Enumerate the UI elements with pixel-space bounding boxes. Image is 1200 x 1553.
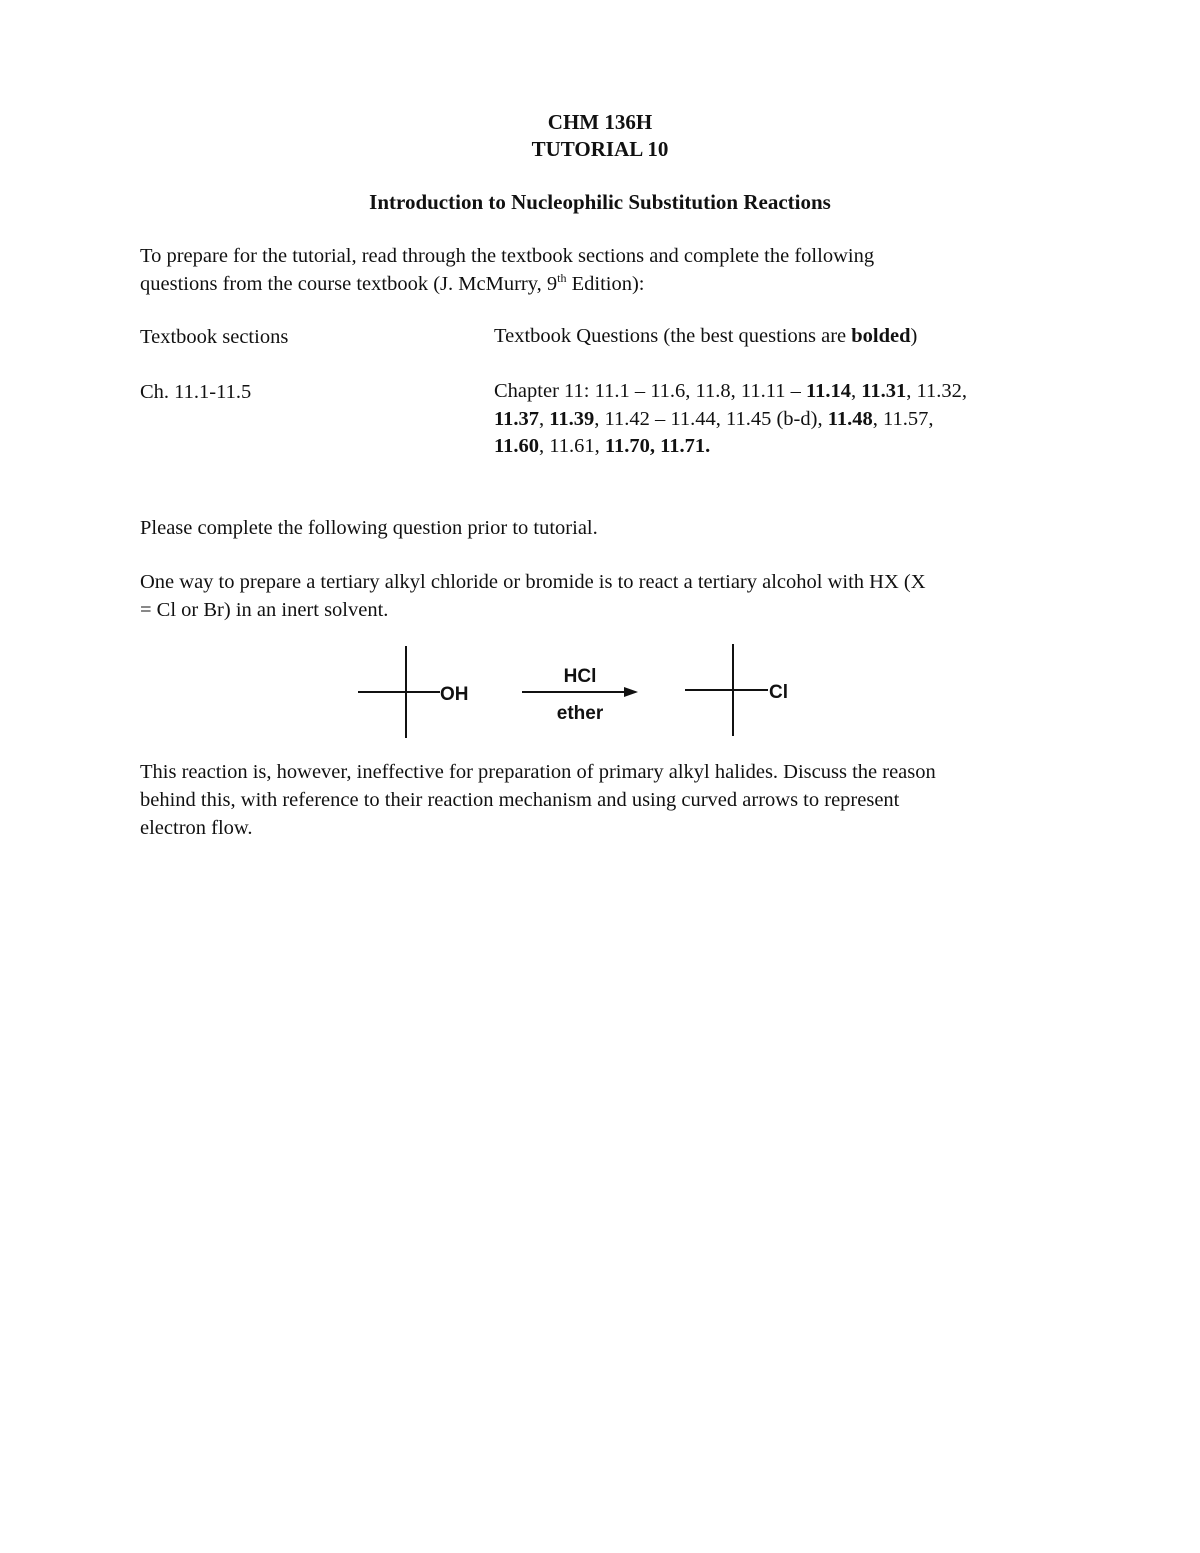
intro-line-1: To prepare for the tutorial, read through the textbook sections and complete the following [140,245,875,267]
intro-line-2 [140,270,1070,298]
question-bold: 11.14 [806,380,852,402]
question-bold: 11.48 [827,407,873,430]
questions-header-end: ) [910,325,918,347]
questions-list [494,378,1074,461]
course-code: CHM 136H [547,110,653,134]
question-bold: 11.31 [861,380,907,402]
question-line-2: = Cl or Br) in an inert solvent. [140,599,389,621]
sections-value: Ch. 11.1-11.5 [140,381,252,403]
question-bold: 11.37 [494,407,539,430]
sections-header: Textbook sections [140,326,289,348]
reaction-diagram [340,636,820,746]
question-separator: , [539,407,550,430]
question-line-1: One way to prepare a tertiary alkyl chloride or bromide is to react a tertiary alcohol with HX (X [140,571,926,593]
reaction-arrow-head [624,687,638,697]
intro-paragraph [140,242,1070,298]
question-range: , 11.57, [872,407,934,430]
product-cl-label: Cl [769,682,788,703]
question-range: , 11.61, [539,435,605,457]
question-bold: 11.39 [549,407,595,430]
question-range: Chapter 11: 11.1 – 11.6, 11.8, 11.11 – [494,380,807,402]
pre-tutorial-prompt: Please complete the following question prior to tutorial. [140,517,598,539]
question-bold: 11.60 [494,435,539,457]
question-range: , 11.32, [906,380,968,402]
question-paragraph [140,568,1070,624]
questions-header-bold: bolded [851,325,911,347]
questions-header [494,323,1074,351]
discussion-line-3: electron flow. [140,817,253,839]
edition-superscript: th [557,271,567,285]
question-bold: 11.70, 11.71. [604,435,711,457]
reagent-label: HCl [563,666,597,687]
reactant-oh-label: OH [440,684,469,705]
question-range: , 11.42 – 11.44, 11.45 (b-d), [594,407,828,430]
discussion-line-2: behind this, with reference to their reaction mechanism and using curved arrows to represent [140,789,900,811]
discussion-paragraph [140,758,1070,842]
discussion-line-1: This reaction is, however, ineffective for preparation of primary alkyl halides. Discuss the reason [140,761,936,783]
solvent-label: ether [556,703,604,724]
reaction-scheme [340,636,820,746]
question-separator: , [851,380,862,402]
tutorial-topic: Introduction to Nucleophilic Substitution Reactions [369,190,831,214]
intro-line-2-end: Edition): [566,273,645,295]
questions-header-text: Textbook Questions (the best questions are [494,325,852,347]
intro-line-2-text: questions from the course textbook (J. McMurry, 9 [140,273,558,295]
tutorial-number: TUTORIAL 10 [531,137,669,161]
